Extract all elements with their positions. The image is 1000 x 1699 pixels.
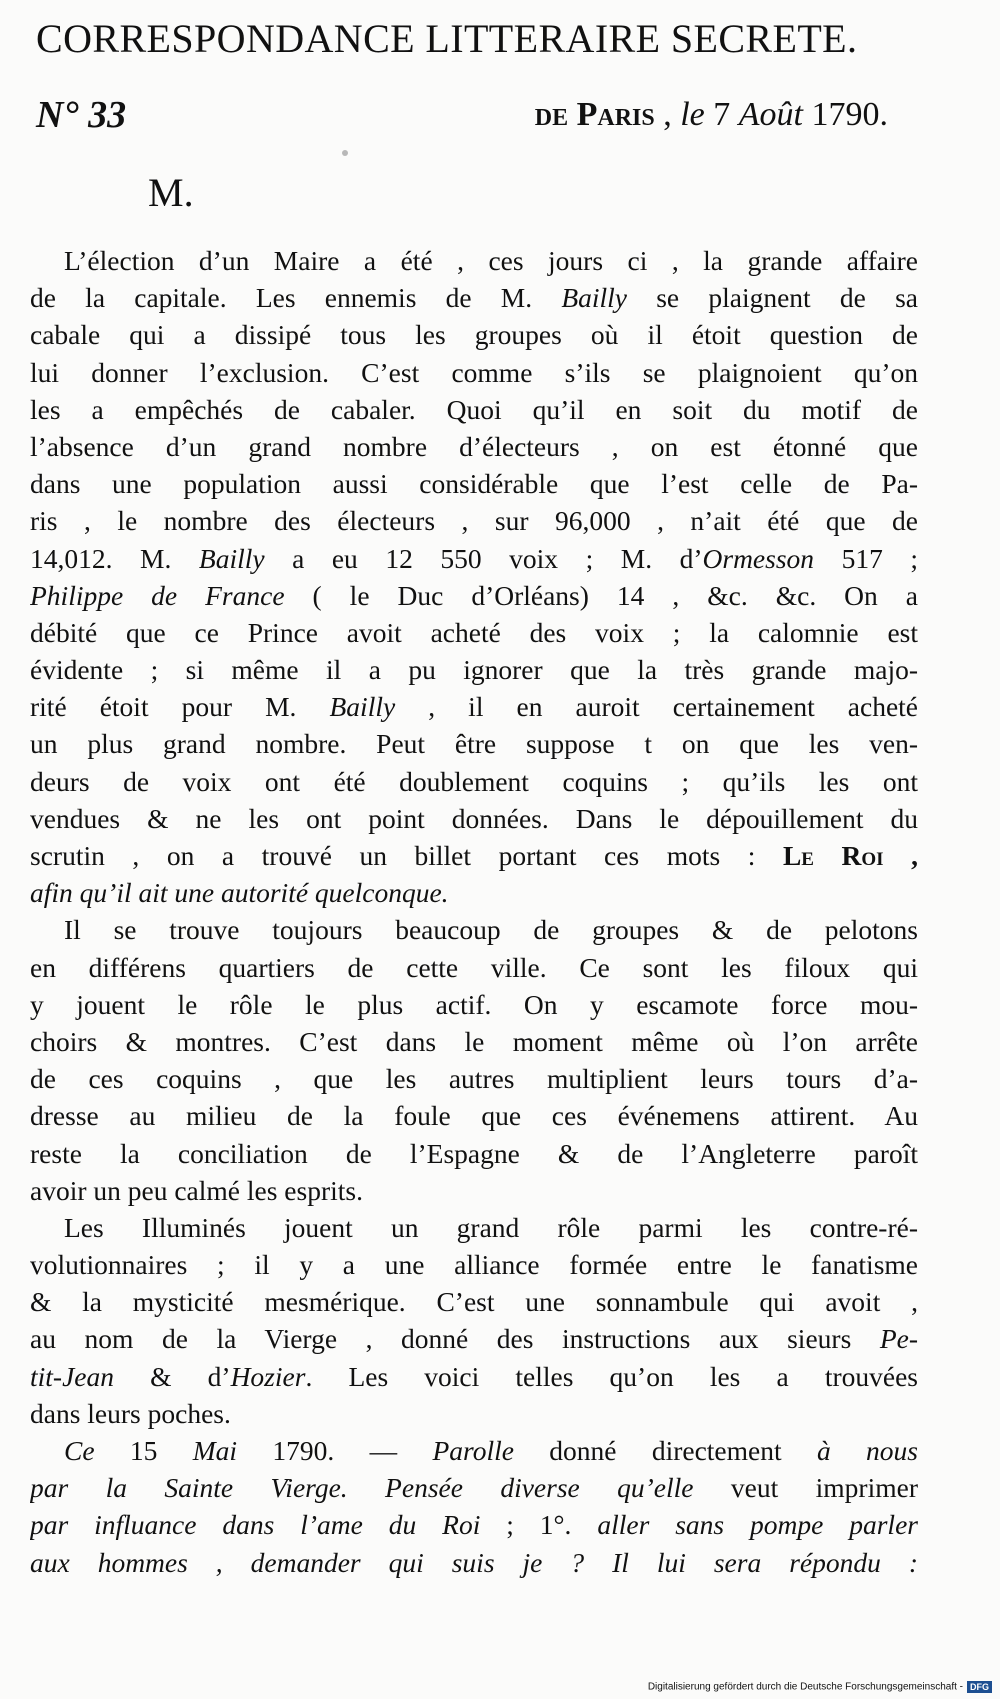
text-line [30, 1283, 918, 1320]
text-line [30, 986, 918, 1023]
text-run: de la capitale. Les ennemis de M. [30, 282, 562, 314]
text-run: Philippe de France [30, 579, 285, 611]
text-line [30, 1320, 918, 1357]
credit-text: Digitalisierung gefördert durch die Deutsche Forschungsgemeinschaft - [647, 1681, 963, 1693]
text-line [30, 1395, 918, 1432]
text-run: 14,012. M. [30, 542, 199, 574]
text-line [30, 949, 918, 986]
text-run: a eu 12 550 voix ; M. d’ [264, 542, 703, 574]
text-run: ; 1°. [480, 1509, 598, 1541]
dfg-logo: DFG [967, 1681, 992, 1693]
text-run: ris , le nombre des électeurs , sur 96,000 , n’ait été que de [30, 505, 918, 537]
text-line [30, 316, 918, 353]
newspaper-title: CORRESPONDANCE LITTERAIRE SECRETE. [36, 16, 858, 61]
text-line [30, 1209, 918, 1246]
text-run: ( le Duc d’Orléans) 14 , &c. &c. On a [284, 579, 918, 611]
text-line [30, 688, 918, 725]
digitization-credit [648, 1681, 992, 1693]
text-line [30, 1060, 918, 1097]
text-run: à nous [816, 1435, 918, 1466]
text-run: 15 [94, 1435, 193, 1466]
text-line [30, 242, 918, 279]
text-run: par la Sainte Vierge. Pensée diverse qu’elle [30, 1472, 694, 1504]
text-run: Ce [64, 1435, 95, 1466]
text-run: aller sans pompe parler [597, 1509, 918, 1541]
text-line [30, 1097, 918, 1134]
dateline [535, 92, 888, 138]
text-line [30, 837, 918, 874]
text-run: , il en auroit certainement acheté [395, 691, 918, 723]
text-run: un plus grand nombre. Peut être suppose t on que les ven- [30, 728, 918, 760]
text-line [30, 540, 918, 577]
text-run: dans une population aussi considérable que l’est celle de Pa- [30, 468, 918, 500]
text-run: Les Illuminés jouent un grand rôle parmi les contre-ré- [64, 1211, 918, 1243]
text-run: par influance dans l’ame du Roi [30, 1509, 481, 1541]
text-run: scrutin , on a trouvé un billet portant ces mots : [30, 840, 783, 871]
text-run: Pe- [879, 1323, 918, 1355]
text-run: veut imprimer [693, 1472, 918, 1504]
text-run: Bailly [198, 542, 265, 574]
text-run: tit-Jean [30, 1360, 114, 1392]
text-run: y jouent le rôle le plus actif. On y escamote force mou- [30, 988, 918, 1020]
text-run: reste la conciliation de l’Espagne & de l’Angleterre paroît [30, 1137, 918, 1169]
text-run: & d’ [114, 1360, 231, 1392]
text-line [30, 279, 918, 316]
text-run: Mai [192, 1435, 238, 1466]
text-run: Hozier [230, 1360, 306, 1392]
text-run: cabale qui a dissipé tous les groupes où il étoit question de [30, 319, 918, 351]
text-run: Bailly [329, 691, 396, 723]
article-body [30, 242, 918, 1581]
text-line [30, 800, 918, 837]
text-line [30, 1172, 918, 1209]
text-line [30, 614, 918, 651]
text-line [30, 502, 918, 539]
text-line [30, 428, 918, 465]
text-run: en différens quartiers de cette ville. Ce sont les filoux qui [30, 951, 918, 983]
text-line [30, 874, 918, 911]
text-line [30, 763, 918, 800]
text-run: deurs de voix ont été doublement coquins ; qu’ils les ont [30, 765, 918, 797]
text-line [30, 1135, 918, 1172]
text-line [30, 354, 918, 391]
text-run: Parolle [432, 1435, 514, 1466]
text-line [30, 1246, 918, 1283]
issue-number: N° 33 [36, 94, 127, 136]
text-run: choirs & montres. C’est dans le moment même où l’on arrête [30, 1025, 918, 1057]
text-line [30, 577, 918, 614]
text-run: de ces coquins , que les autres multiplient leurs tours d’a- [30, 1063, 918, 1095]
text-line [30, 1432, 918, 1469]
text-run: débité que ce Prince avoit acheté des voix ; la calomnie est [30, 616, 918, 648]
dateline-le: le [680, 96, 714, 133]
text-run: l’absence d’un grand nombre d’électeurs , on est étonné que [30, 430, 918, 462]
text-run: les a empêchés de cabaler. Quoi qu’il en soit du motif de [30, 393, 918, 425]
text-run: rité étoit pour M. [30, 691, 330, 723]
text-run: & la mysticité mesmérique. C’est une sonnambule qui avoit , [30, 1286, 918, 1318]
text-line [30, 1023, 918, 1060]
text-line [30, 725, 918, 762]
text-run: lui donner l’exclusion. C’est comme s’ils se plaignoient qu’on [30, 356, 918, 388]
text-run: avoir un peu calmé les esprits. [30, 1174, 363, 1206]
dateline-day: 7 [713, 96, 739, 133]
text-run: Bailly [561, 282, 628, 314]
salutation: M. [148, 170, 194, 215]
dateline-sep: , [654, 96, 681, 133]
ink-smudge [342, 150, 348, 156]
text-run: . Les voici telles qu’on les a trouvées [305, 1360, 918, 1392]
text-line [30, 391, 918, 428]
text-run: afin qu’il ait une autorité quelconque. [30, 877, 449, 909]
text-line [30, 465, 918, 502]
text-run: donné directement [513, 1435, 817, 1466]
text-line [30, 1506, 918, 1543]
text-run: Ormesson [702, 542, 815, 574]
text-run: dresse au milieu de la foule que ces événemens attirent. Au [30, 1100, 918, 1132]
text-run: Il se trouve toujours beaucoup de groupes & de pelotons [64, 914, 918, 946]
text-run: 517 ; [814, 542, 918, 574]
text-run: se plaignent de sa [627, 282, 918, 314]
text-line [30, 1358, 918, 1395]
text-run: évidente ; si même il a pu ignorer que la très grande majo- [30, 654, 918, 686]
text-run: aux hommes , demander qui suis je ? Il lui sera répondu : [30, 1546, 918, 1578]
dateline-place: de Paris [534, 96, 655, 133]
text-run: vendues & ne les ont point données. Dans le dépouillement du [30, 802, 918, 834]
text-run: dans leurs poches. [30, 1397, 231, 1429]
text-line [30, 1544, 918, 1581]
text-line [30, 911, 918, 948]
text-line [30, 1469, 918, 1506]
text-run: au nom de la Vierge , donné des instructions aux sieurs [30, 1323, 880, 1355]
dateline-month: Août [738, 96, 803, 133]
text-run: 1790. — [237, 1435, 433, 1466]
text-line [30, 651, 918, 688]
text-run: volutionnaires ; il y a une alliance formée entre le fanatisme [30, 1249, 918, 1281]
text-run: Le Roi , [782, 840, 918, 871]
dateline-year: 1790. [803, 96, 888, 133]
text-run: L’élection d’un Maire a été , ces jours ci , la grande affaire [64, 245, 918, 276]
